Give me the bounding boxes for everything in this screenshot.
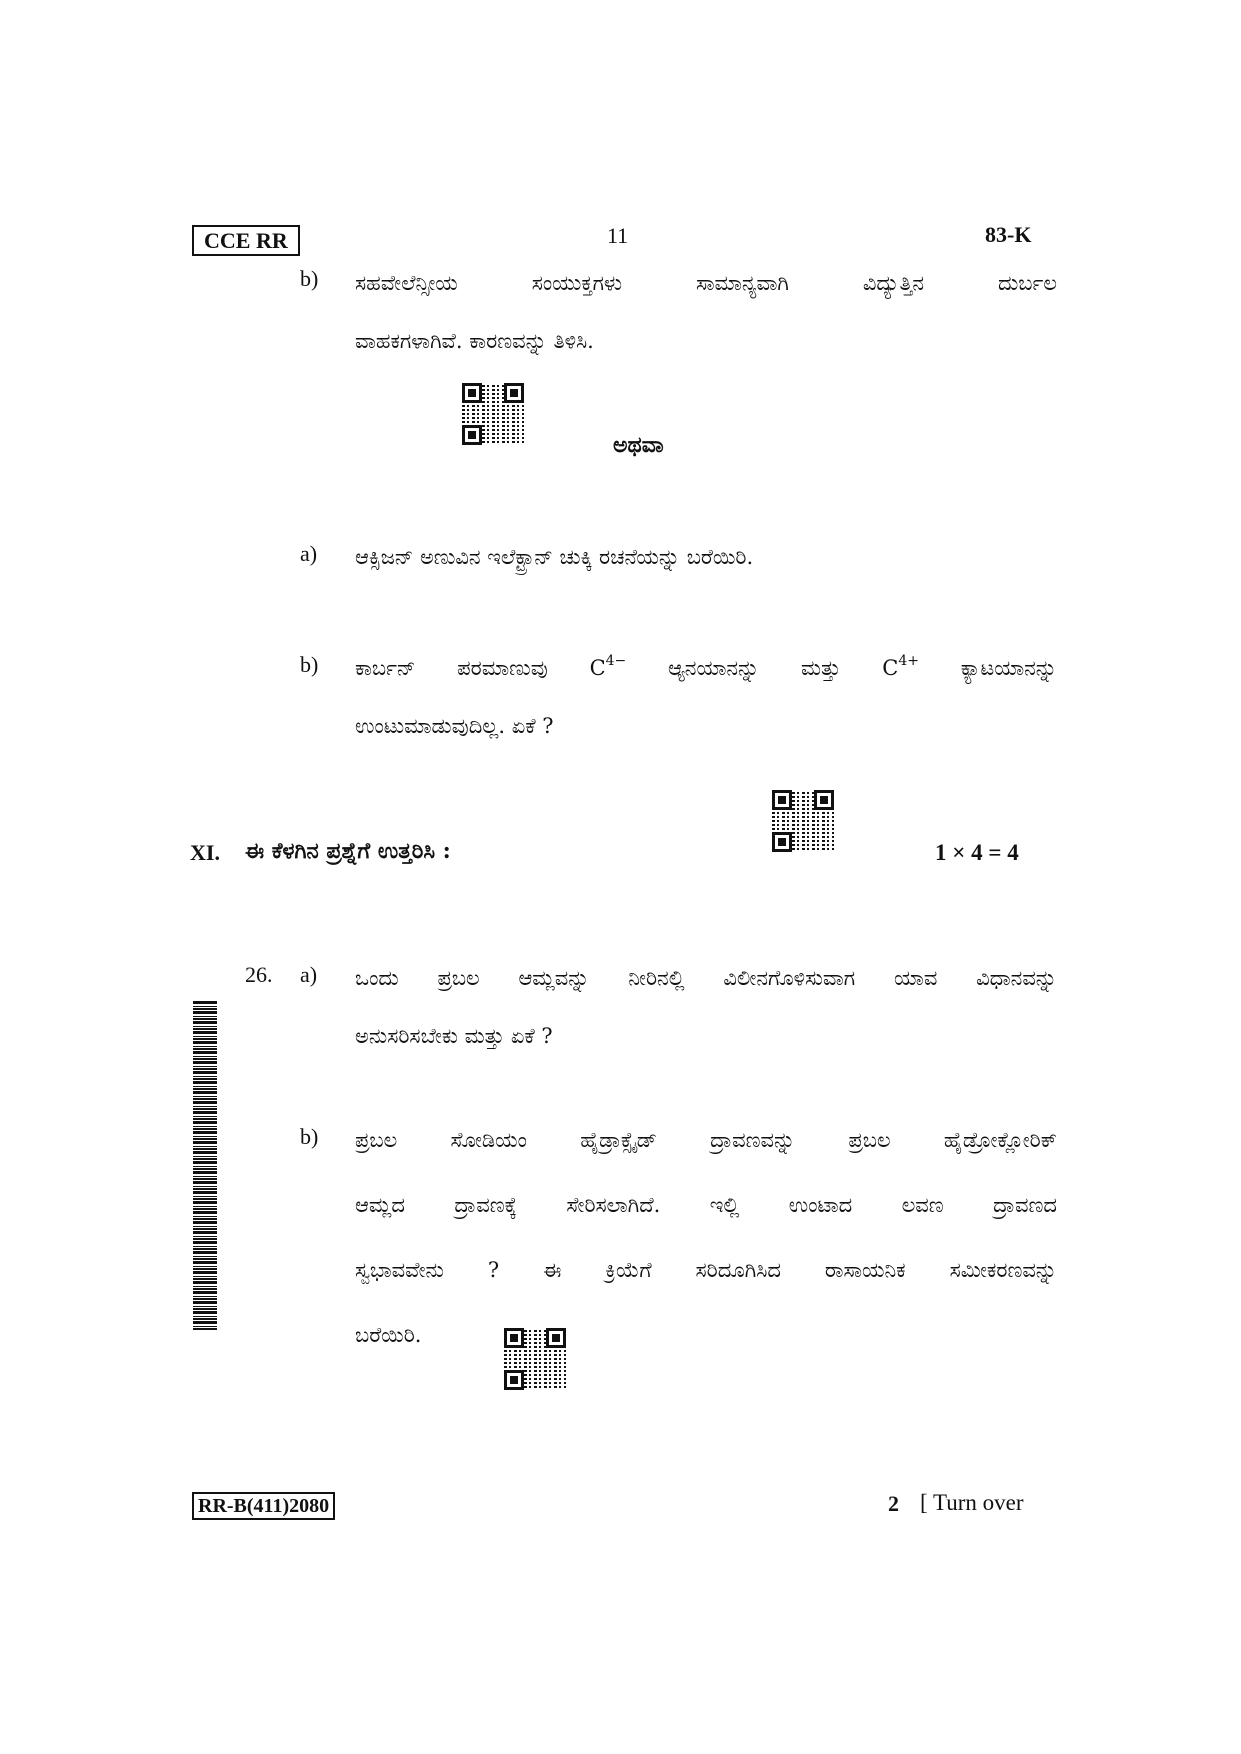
alt-b-label: b) xyxy=(300,652,319,677)
q26b-line4: ಬರೆಯಿರಿ. xyxy=(355,1323,422,1347)
q25b-line1: ಸಹವೇಲೆನ್ಸೀಯ ಸಂಯುಕ್ತಗಳು ಸಾಮಾನ್ಯವಾಗಿ ವಿದ್ಯುತ್ತಿನ ದುರ್ಬಲ xyxy=(355,271,1057,295)
section-instruction: ಈ ಕೆಳಗಿನ ಪ್ರಶ್ನೆಗೆ ಉತ್ತರಿಸಿ : xyxy=(245,838,451,864)
q25b-label: b) xyxy=(300,266,319,291)
q26a-label: a) xyxy=(300,962,318,987)
section-numeral: XI. xyxy=(190,840,220,865)
footer-code-box: RR-B(411)2080 xyxy=(192,1492,335,1520)
barcode xyxy=(193,1000,217,1330)
q26b-label: b) xyxy=(300,1124,319,1149)
q26b-line1: ಪ್ರಬಲ ಸೋಡಿಯಂ ಹೈಡ್ರಾಕ್ಸೈಡ್ ದ್ರಾವಣವನ್ನು ಪ್ರಬಲ ಹೈಡ್ರೋಕ್ಲೋರಿಕ್ xyxy=(355,1128,1057,1152)
exam-code-box: CCE RR xyxy=(192,225,300,256)
alt-b-line2: ಉಂಟುಮಾಡುವುದಿಲ್ಲ. ಏಕೆ ? xyxy=(355,714,554,738)
carbon-cation-charge: 4+ xyxy=(898,653,919,669)
turn-over-text: [ Turn over xyxy=(920,1490,1024,1515)
q26b-line3: ಸ್ವಭಾವವೇನು ? ಈ ಕ್ರಿಯೆಗೆ ಸರಿದೂಗಿಸಿದ ರಾಸಾಯನಿಕ ಸಮೀಕರಣವನ್ನು xyxy=(355,1258,1057,1282)
section-marks: 1 × 4 = 4 xyxy=(935,840,1019,865)
q26a-line2: ಅನುಸರಿಸಬೇಕು ಮತ್ತು ಏಕೆ ? xyxy=(355,1024,553,1048)
qr-code-1 xyxy=(462,383,524,445)
q26-number: 26. xyxy=(245,962,273,987)
sheet-number: 2 xyxy=(888,1491,899,1516)
q25b-line2: ವಾಹಕಗಳಾಗಿವೆ. ಕಾರಣವನ್ನು ತಿಳಿಸಿ. xyxy=(355,329,594,353)
alt-b-part2: ಆ್ಯನಯಾನನ್ನು ಮತ್ತು C xyxy=(626,656,899,680)
alt-b-part1: ಕಾರ್ಬನ್ ಪರಮಾಣುವು C xyxy=(355,656,606,680)
alt-a-label: a) xyxy=(300,541,318,566)
paper-code: 83-K xyxy=(985,222,1032,247)
or-separator: ಅಥವಾ xyxy=(613,432,664,458)
page-number: 11 xyxy=(607,223,629,248)
alt-b-line1 xyxy=(355,639,1057,700)
carbon-anion-charge: 4− xyxy=(605,653,627,669)
qr-code-2 xyxy=(772,790,834,852)
alt-a-text: ಆಕ್ಸಿಜನ್ ಅಣುವಿನ ಇಲೆಕ್ಟ್ರಾನ್ ಚುಕ್ಕಿ ರಚನೆಯನ್ನು ಬರೆಯಿರಿ. xyxy=(355,545,754,569)
q26b-line2: ಆಮ್ಲದ ದ್ರಾವಣಕ್ಕೆ ಸೇರಿಸಲಾಗಿದೆ. ಇಲ್ಲಿ ಉಂಟಾದ ಲವಣ ದ್ರಾವಣದ xyxy=(355,1193,1057,1217)
alt-b-part3: ಕ್ಯಾಟಯಾನನ್ನು xyxy=(919,656,1057,680)
qr-code-3 xyxy=(504,1328,566,1390)
q26a-line1: ಒಂದು ಪ್ರಬಲ ಆಮ್ಲವನ್ನು ನೀರಿನಲ್ಲಿ ವಿಲೀನಗೊಳಿಸುವಾಗ ಯಾವ ವಿಧಾನವನ್ನು xyxy=(355,966,1057,990)
